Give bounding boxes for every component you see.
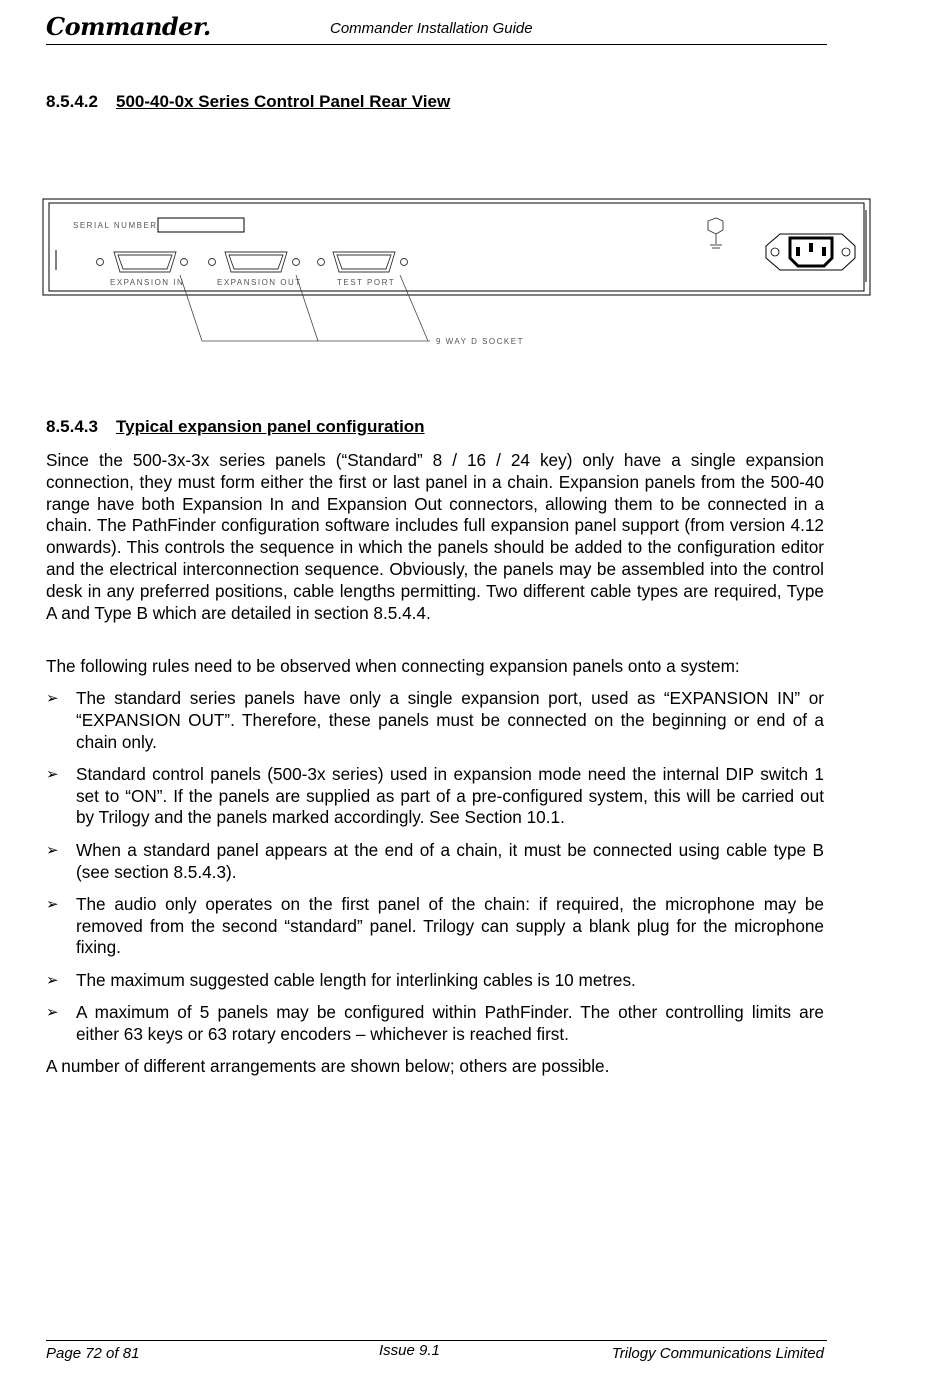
serial-number-box [158,218,244,232]
d-sub-connector-icon [209,252,300,272]
list-item-text: The audio only operates on the first panel of the chain: if required, the microphone may be removed from the second “standard” panel. Trilogy can supply a blank plug for the microphone fixing. [76,893,824,958]
company-name: Trilogy Communications Limited [611,1345,824,1362]
section-heading-rear-view [46,92,450,112]
list-item [46,1002,824,1046]
expansion-out-label: EXPANSION OUT [217,278,302,287]
section-title: 500-40-0x Series Control Panel Rear View [116,92,451,111]
arrow-bullet-icon: ➢ [46,1004,59,1022]
list-item [46,970,824,992]
paragraph-text: Since the 500-3x-3x series panels (“Standard” 8 / 16 / 24 key) only have a single expansion connection, they must form either the first or last panel in a chain. Expansion panels from the 500-40 range have both Expansion In and Expansion Out connectors, allowing them to be connected in a chain. The PathFinder configuration software includes full expansion panel support (from version 4.12 onwards). This controls the sequence in which the panels should be added to the configuration editor and the electrical interconnection sequence. Obviously, the panels may be assembled into the control desk in any preferred positions, cable lengths permitting. Two different cable types are required, Type A and Type B which are detailed in section 8.5.4.4. [46,450,824,623]
paragraph-text: A number of different arrangements are shown below; others are possible. [46,1056,610,1076]
commander-logo: Commander. [46,12,211,41]
list-item-text: The maximum suggested cable length for interlinking cables is 10 metres. [76,969,636,990]
section-number: 8.5.4.2 [46,92,98,111]
arrangements-paragraph [46,1056,824,1078]
arrow-bullet-icon: ➢ [46,841,59,859]
rules-list [46,688,824,1056]
iec-power-inlet-icon [766,234,855,270]
list-item [46,764,824,829]
section-title: Typical expansion panel configuration [116,417,425,436]
issue-number: Issue 9.1 [379,1342,440,1359]
d-sub-connector-icon [318,252,408,272]
list-item [46,894,824,959]
section-number: 8.5.4.3 [46,417,98,436]
list-item [46,688,824,753]
arrow-bullet-icon: ➢ [46,690,59,707]
paragraph-text: The following rules need to be observed when connecting expansion panels onto a system: [46,656,740,676]
socket-label: 9 WAY D SOCKET [436,337,524,346]
list-item-text: A maximum of 5 panels may be configured within PathFinder. The other controlling limits are either 63 keys or 63 rotary encoders – whichever is reached first. [76,1002,824,1044]
list-item-text: Standard control panels (500-3x series) used in expansion mode need the internal DIP switch 1 set to “ON”. If the panels are supplied as part of a pre-configured system, this will be carried out by Trilogy and the panels marked accordingly. See Section 10.1. [76,763,824,828]
d-sub-connector-icon [97,252,188,272]
test-port-label: TEST PORT [337,278,396,287]
list-item [46,840,824,884]
section-heading-expansion-config [46,417,425,437]
arrow-bullet-icon: ➢ [46,971,59,989]
header-divider [46,44,827,45]
page-number: Page 72 of 81 [46,1345,140,1362]
document-title: Commander Installation Guide [330,20,533,37]
intro-paragraph [46,450,824,624]
footer-divider [46,1340,827,1341]
expansion-in-label: EXPANSION IN [110,278,185,287]
rear-panel-diagram [40,190,880,360]
arrow-bullet-icon: ➢ [46,765,59,783]
serial-number-label: SERIAL NUMBER [73,221,158,230]
rules-intro-paragraph [46,656,824,678]
earth-ground-icon [708,218,723,248]
arrow-bullet-icon: ➢ [46,895,59,913]
list-item-text: The standard series panels have only a single expansion port, used as “EXPANSION IN” or “EXPANSION OUT”. Therefore, these panels must be connected on the beginning or end of a chain only. [76,688,824,752]
list-item-text: When a standard panel appears at the end of a chain, it must be connected using cable type B (see section 8.5.4.3). [76,839,824,882]
